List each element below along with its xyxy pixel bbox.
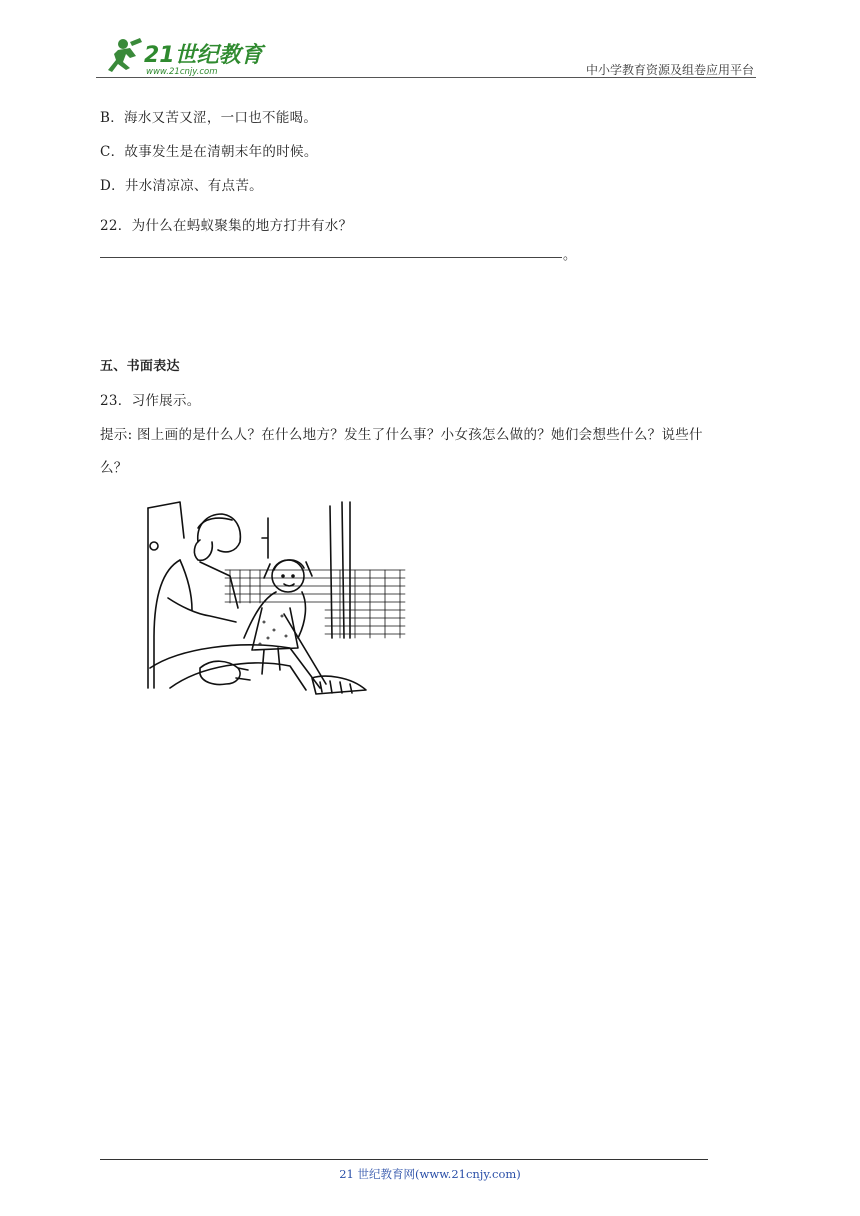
footer-link[interactable]: 21 世纪教育网(www.21cnjy.com) (339, 1167, 521, 1181)
option-c: C．故事发生是在清朝末年的时候。 (100, 144, 318, 160)
section-title: 五、书面表达 (100, 359, 180, 374)
header-divider (96, 77, 756, 78)
svg-text:www.21cnjy.com: www.21cnjy.com (146, 67, 218, 77)
question-22: 22．为什么在蚂蚁聚集的地方打井有水？ (100, 218, 353, 234)
illustration-cleaning (140, 498, 410, 703)
hint-line-1: 提示: 图上画的是什么人？在什么地方？发生了什么事？小女孩怎么做的？她们会想些什么？说些什 (100, 427, 703, 443)
question-23: 23．习作展示。 (100, 393, 201, 409)
answer-line (100, 257, 562, 258)
footer-divider (100, 1159, 708, 1160)
option-d: D．井水清凉凉、有点苦。 (100, 178, 263, 194)
hint-line-2: 么？ (100, 460, 128, 476)
platform-name: 中小学教育资源及组卷应用平台 (585, 63, 754, 77)
answer-end-mark: 。 (563, 248, 577, 263)
option-b: B．海水又苦又涩，一口也不能喝。 (100, 110, 318, 126)
logo-21cnjy (96, 36, 266, 80)
svg-text:21世纪教育: 21世纪教育 (144, 43, 263, 68)
